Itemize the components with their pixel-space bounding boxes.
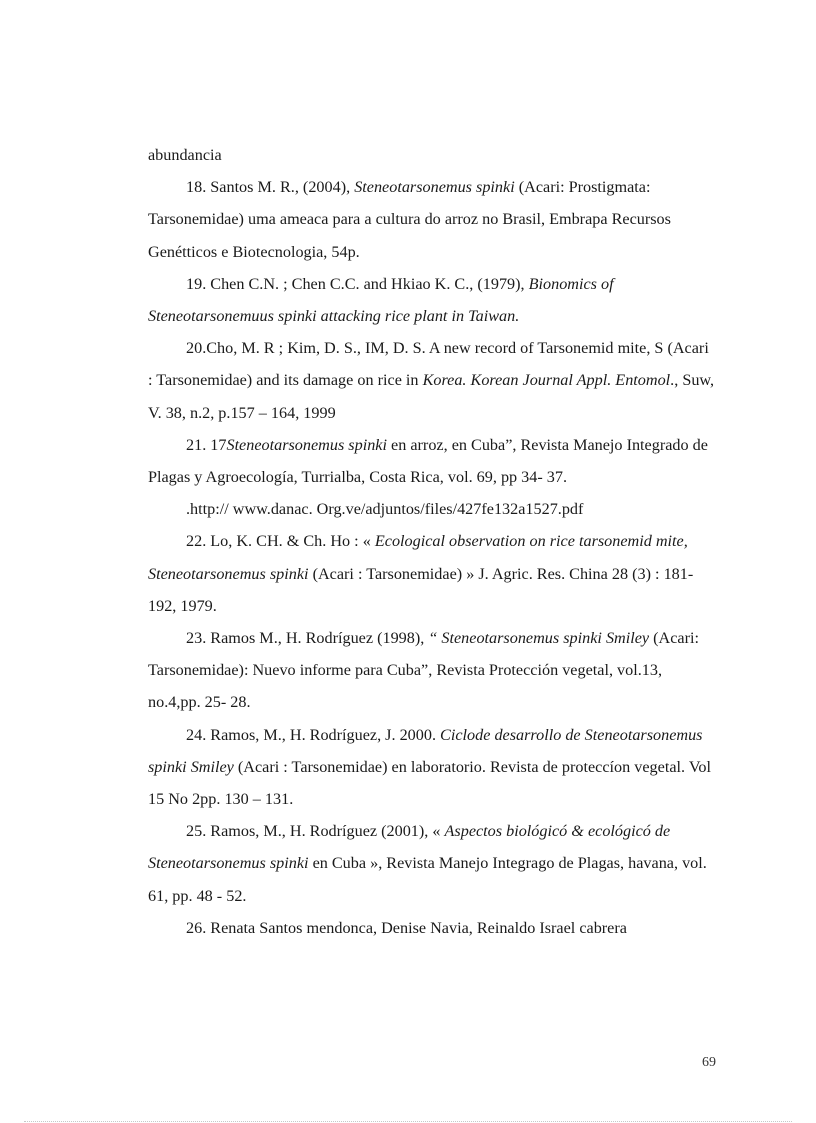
reference-text: (Acari: Prostigmata: Tarsonemidae) uma ameaca para a cultura do arroz no Brasil, Embrapa Recursos Genétticos e Biotecnologia, 54p. bbox=[148, 178, 671, 261]
reference-entry-26 bbox=[148, 912, 716, 944]
reference-text: 23. Ramos M., H. Rodríguez (1998), bbox=[186, 629, 429, 648]
reference-italic-text: Korea. Korean Journal Appl. Entomol bbox=[422, 371, 671, 390]
reference-text: (Acari : Tarsonemidae) en laboratorio. Revista de proteccíon vegetal. Vol 15 No 2pp. 130 – 131. bbox=[148, 757, 712, 809]
reference-text: 21. 17 bbox=[186, 435, 227, 454]
reference-entry-23 bbox=[148, 622, 716, 719]
reference-text: en arroz, en Cuba”, Revista Manejo Integrado de Plagas y Agroecología, Turrialba, Costa Rica, vol. 69, pp 34- 37. bbox=[148, 435, 708, 487]
reference-italic-text: Steneotarsonemus spinki bbox=[226, 435, 387, 454]
reference-text: 20.Cho, M. R ; Kim, D. S., IM, D. S. A new record of Tarsonemid mite, S (Acari : Tarsonemidae) and its damage on rice in bbox=[148, 339, 709, 390]
reference-entry-18 bbox=[148, 171, 716, 268]
reference-italic-text: Ciclode desarrollo de Steneotarsonemus spinki Smiley bbox=[148, 725, 703, 776]
reference-text: (Acari: Tarsonemidae): Nuevo informe para Cuba”, Revista Protección vegetal, vol.13, no.4,pp. 25- 28. bbox=[148, 629, 699, 712]
page-bottom-border bbox=[24, 1121, 792, 1122]
reference-entry-24 bbox=[148, 719, 716, 816]
reference-text: 26. Renata Santos mendonca, Denise Navia, Reinaldo Israel cabrera bbox=[186, 918, 627, 937]
reference-text: (Acari : Tarsonemidae) » J. Agric. Res. China 28 (3) : 181- 192, 1979. bbox=[148, 564, 694, 615]
reference-text: en Cuba », Revista Manejo Integrago de Plagas, havana, vol. 61, pp. 48 - 52. bbox=[148, 854, 707, 905]
reference-text: 18. Santos M. R., (2004), bbox=[186, 178, 355, 197]
reference-italic-text: Steneotarsonemus spinki bbox=[354, 178, 515, 197]
reference-continuation bbox=[148, 139, 716, 171]
reference-entry-19 bbox=[148, 268, 716, 332]
reference-text: 24. Ramos, M., H. Rodríguez, J. 2000. bbox=[186, 725, 441, 744]
reference-italic-text: “ Steneotarsonemus spinki Smiley bbox=[428, 629, 650, 648]
reference-entry-25 bbox=[148, 815, 716, 912]
reference-entry-url bbox=[148, 493, 716, 525]
reference-entry-21 bbox=[148, 429, 716, 493]
reference-text: abundancia bbox=[148, 146, 222, 164]
reference-entry-22 bbox=[148, 525, 716, 622]
reference-italic-text: Ecological observation on rice tarsonemid mite, Steneotarsonemus spinki bbox=[148, 532, 688, 583]
reference-text: .http:// www.danac. Org.ve/adjuntos/files/427fe132a1527.pdf bbox=[186, 500, 584, 519]
reference-text: 25. Ramos, M., H. Rodríguez (2001), « bbox=[186, 822, 445, 841]
reference-italic-text: Aspectos biológicó & ecológicó de Steneotarsonemus spinki bbox=[148, 822, 671, 873]
reference-italic-text: Bionomics of Steneotarsonemuus spinki attacking rice plant in Taiwan. bbox=[148, 274, 614, 326]
page-number: 69 bbox=[702, 1055, 716, 1070]
reference-text: 19. Chen C.N. ; Chen C.C. and Hkiao K. C., (1979), bbox=[186, 274, 529, 293]
reference-list bbox=[148, 139, 716, 944]
reference-entry-20 bbox=[148, 332, 716, 429]
reference-text: 22. Lo, K. CH. & Ch. Ho : « bbox=[186, 532, 375, 551]
reference-text: ., Suw, V. 38, n.2, p.157 – 164, 1999 bbox=[148, 371, 715, 422]
